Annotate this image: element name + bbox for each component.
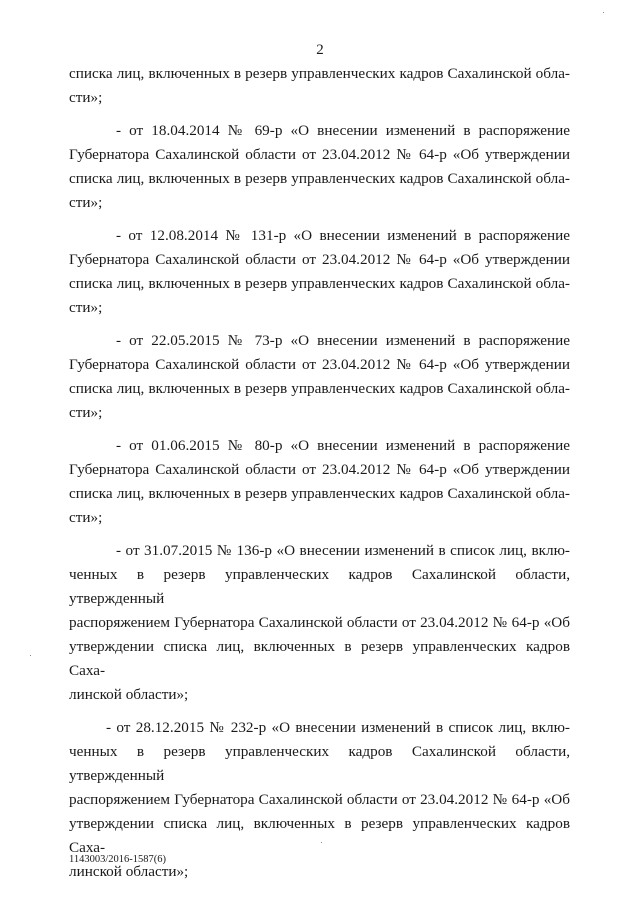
text-line: - от 18.04.2014 № 69-р «О внесении изменений в распоряжение <box>116 122 570 139</box>
text-line: Губернатора Сахалинской области от 23.04.2012 № 64-р «Об утверждении <box>69 251 570 268</box>
text-line: списка лиц, включенных в резерв управленческих кадров Сахалинской обла- <box>69 65 570 82</box>
document-code: 1143003/2016-1587(6) <box>69 854 167 865</box>
text-line: сти»; <box>69 509 103 526</box>
scan-speck <box>321 842 322 843</box>
text-line: линской области»; <box>69 863 189 880</box>
text-line: - от 12.08.2014 № 131-р «О внесении изменений в распоряжение <box>116 227 570 244</box>
scan-speck <box>30 655 31 656</box>
paragraph-item <box>69 539 570 707</box>
text-line: ченных в резерв управленческих кадров Сахалинской области, утвержденный <box>69 743 570 784</box>
text-line: списка лиц, включенных в резерв управленческих кадров Сахалинской обла- <box>69 485 570 502</box>
text-line: ченных в резерв управленческих кадров Сахалинской области, утвержденный <box>69 566 570 607</box>
paragraph-item <box>69 434 570 530</box>
text-line: сти»; <box>69 404 103 421</box>
scan-speck <box>603 12 604 13</box>
paragraph-item <box>69 224 570 320</box>
text-line: утверждении списка лиц, включенных в резерв управленческих кадров Саха- <box>69 638 570 679</box>
text-line: Губернатора Сахалинской области от 23.04.2012 № 64-р «Об утверждении <box>69 146 570 163</box>
text-line: - от 22.05.2015 № 73-р «О внесении изменений в распоряжение <box>116 332 570 349</box>
paragraph-item <box>69 119 570 215</box>
text-line: распоряжением Губернатора Сахалинской области от 23.04.2012 № 64-р «Об <box>69 791 570 808</box>
text-line: линской области»; <box>69 686 189 703</box>
document-body <box>69 62 570 893</box>
text-line: Губернатора Сахалинской области от 23.04.2012 № 64-р «Об утверждении <box>69 356 570 373</box>
text-line: утверждении списка лиц, включенных в резерв управленческих кадров Саха- <box>69 815 570 856</box>
text-line: - от 01.06.2015 № 80-р «О внесении изменений в распоряжение <box>116 437 570 454</box>
text-line: сти»; <box>69 89 103 106</box>
text-line: списка лиц, включенных в резерв управленческих кадров Сахалинской обла- <box>69 275 570 292</box>
text-line: сти»; <box>69 194 103 211</box>
text-line: сти»; <box>69 299 103 316</box>
page-number: 2 <box>316 42 324 58</box>
paragraph-continuation <box>69 62 570 110</box>
text-line: списка лиц, включенных в резерв управленческих кадров Сахалинской обла- <box>69 380 570 397</box>
text-line: распоряжением Губернатора Сахалинской области от 23.04.2012 № 64-р «Об <box>69 614 570 631</box>
text-line: списка лиц, включенных в резерв управленческих кадров Сахалинской обла- <box>69 170 570 187</box>
text-line: - от 31.07.2015 № 136-р «О внесении изменений в список лиц, вклю- <box>116 542 570 559</box>
paragraph-item <box>69 329 570 425</box>
text-line: Губернатора Сахалинской области от 23.04.2012 № 64-р «Об утверждении <box>69 461 570 478</box>
text-line: - от 28.12.2015 № 232-р «О внесении изменений в список лиц, вклю- <box>106 719 570 736</box>
